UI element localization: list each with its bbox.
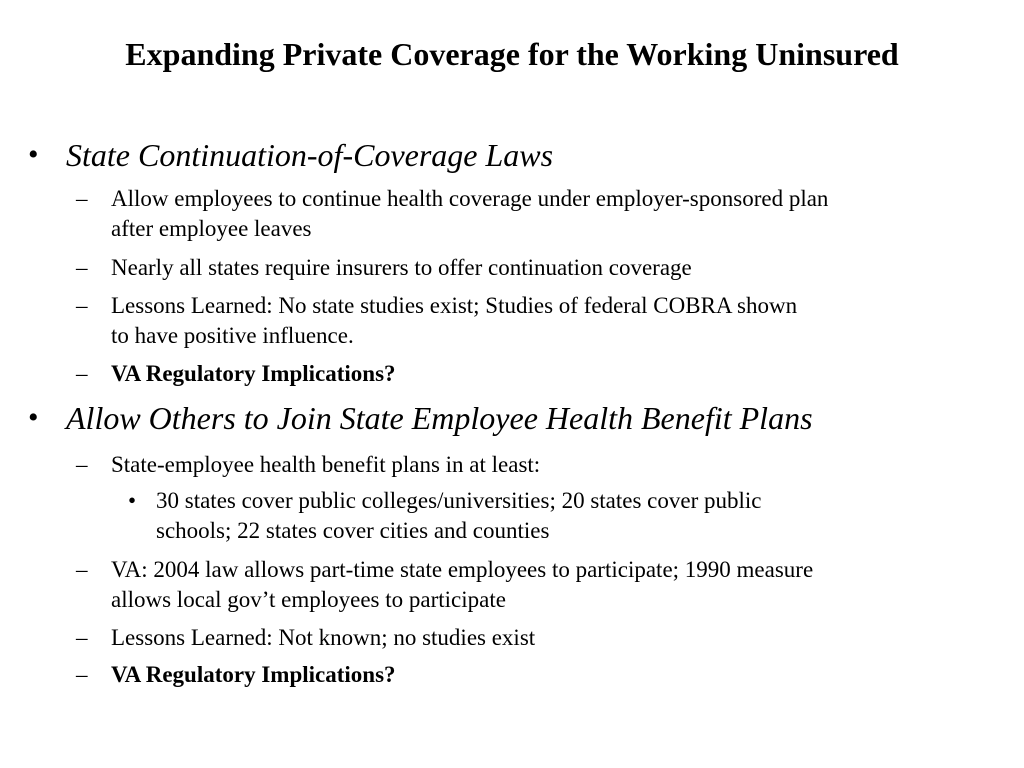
dash-marker: – — [76, 186, 88, 211]
section-heading: Allow Others to Join State Employee Health Benefit Plans — [66, 400, 813, 436]
dash-marker: – — [76, 255, 88, 280]
slide-title: Expanding Private Coverage for the Working Uninsured — [125, 36, 899, 72]
list-item-line: Allow employees to continue health coverage under employer-sponsored plan — [111, 186, 829, 211]
sub-list-item-line: 30 states cover public colleges/universities; 20 states cover public — [156, 488, 762, 513]
dash-marker: – — [76, 557, 88, 582]
list-item-line: State-employee health benefit plans in at least: — [111, 452, 541, 477]
list-item-line: VA Regulatory Implications? — [111, 662, 396, 687]
list-item-line: Nearly all states require insurers to offer continuation coverage — [111, 255, 692, 280]
dash-marker: – — [76, 293, 88, 318]
list-item-line: after employee leaves — [111, 216, 312, 241]
dash-marker: – — [76, 361, 88, 386]
bullet-marker: • — [128, 488, 137, 513]
bullet-marker: • — [28, 138, 39, 171]
dash-marker: – — [76, 625, 88, 650]
list-item-line: Lessons Learned: Not known; no studies exist — [111, 625, 536, 650]
section-heading: State Continuation-of-Coverage Laws — [66, 137, 554, 173]
bullet-marker: • — [28, 401, 39, 434]
sub-list-item-line: schools; 22 states cover cities and counties — [156, 518, 550, 543]
list-item-line: allows local gov’t employees to participate — [111, 587, 506, 612]
list-item-line: VA: 2004 law allows part-time state employees to participate; 1990 measure — [111, 557, 814, 582]
list-item-line: to have positive influence. — [111, 323, 354, 348]
dash-marker: – — [76, 662, 88, 687]
list-item-line: VA Regulatory Implications? — [111, 361, 396, 386]
dash-marker: – — [76, 452, 88, 477]
list-item-line: Lessons Learned: No state studies exist; Studies of federal COBRA shown — [111, 293, 798, 318]
